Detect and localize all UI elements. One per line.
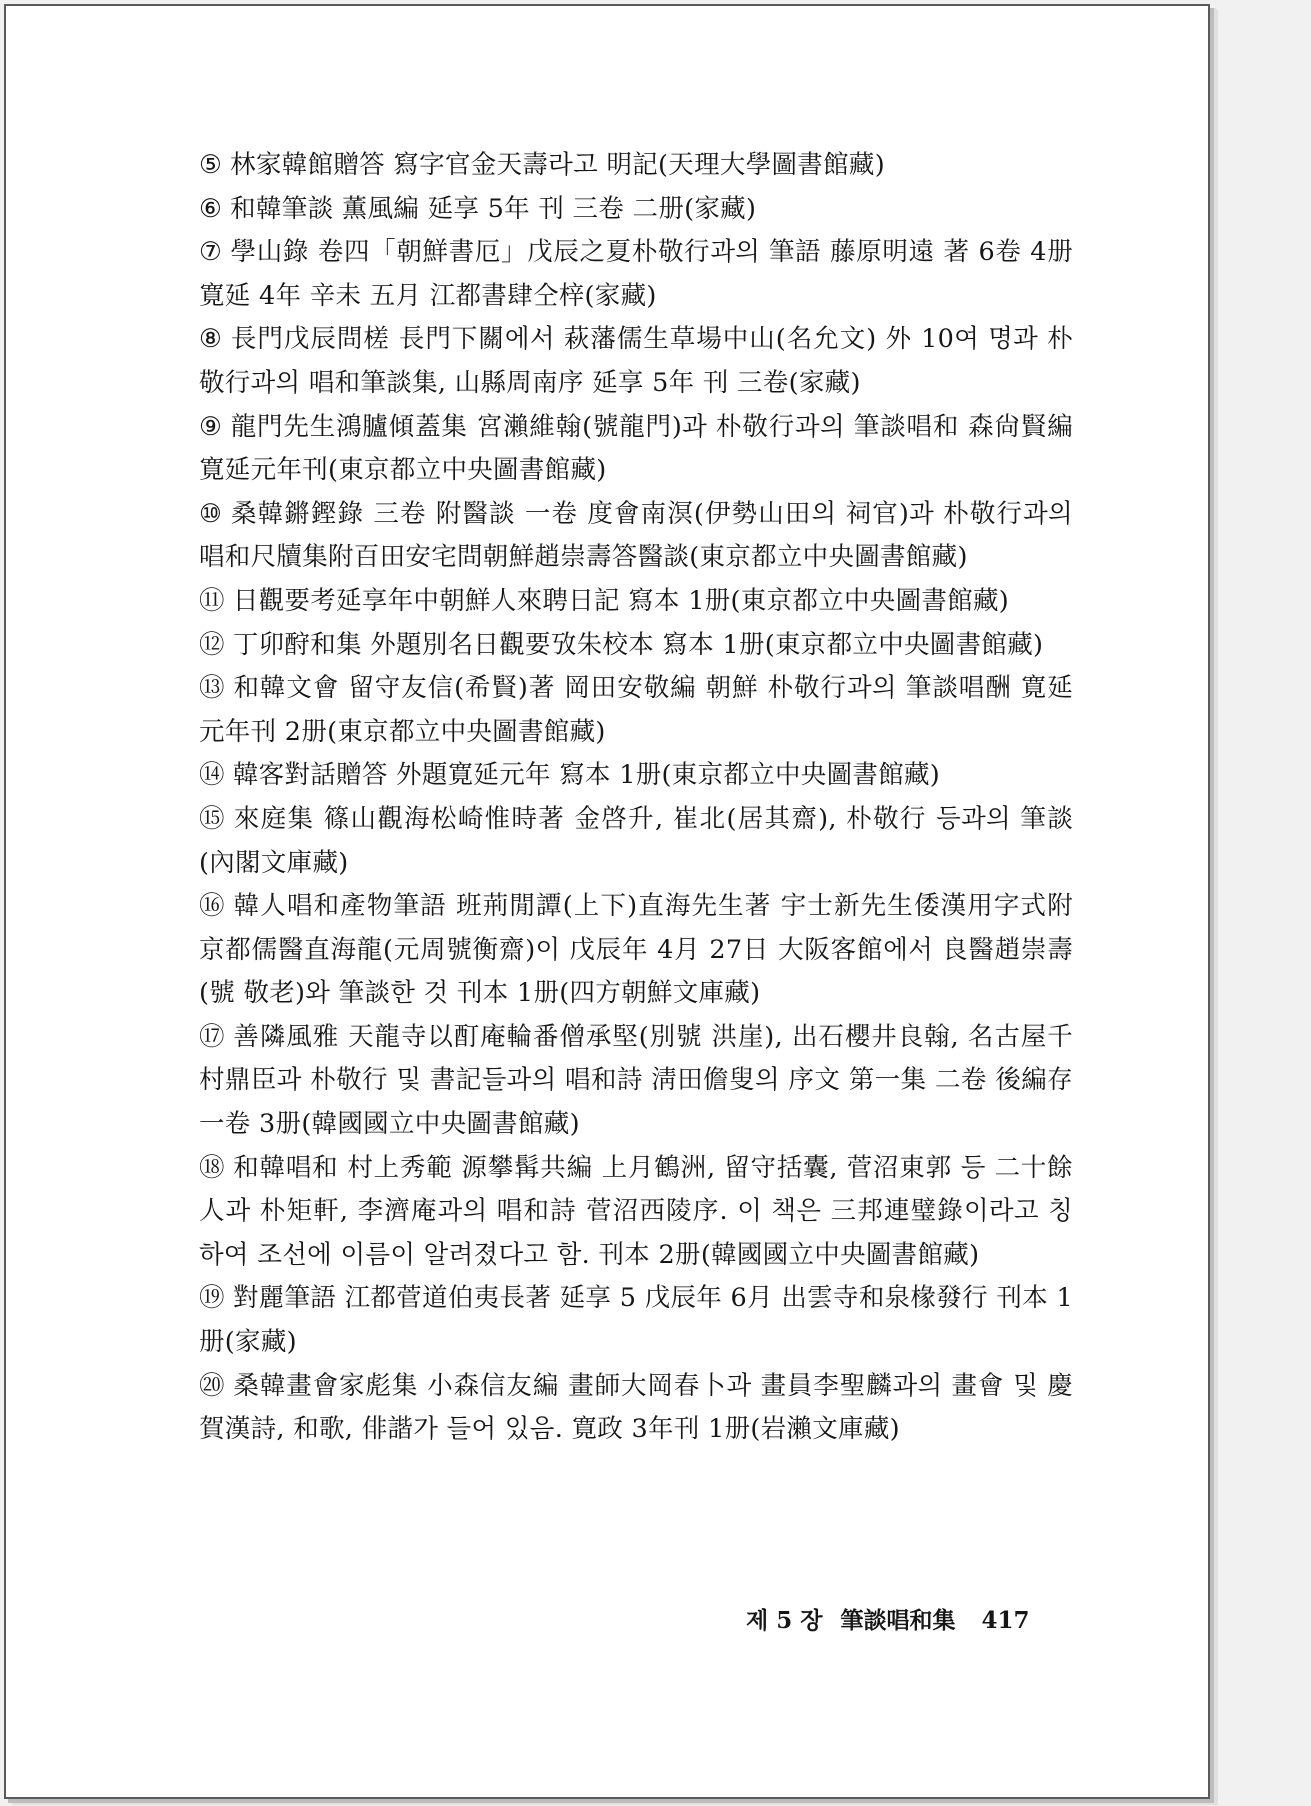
entry-number: ⑩ <box>199 498 223 529</box>
entry-number: ⑥ <box>199 193 223 224</box>
entry-text: 桑韓鏘鏗錄 三卷 附醫談 一卷 度會南溟(伊勢山田의 祠官)과 朴敬行과의 唱和尺牘集附百田安宅問朝鮮趙崇壽答醫談(東京都立中央圖書館藏) <box>199 498 1073 573</box>
entry-number: ⑳ <box>199 1370 225 1401</box>
entry-text: 學山錄 卷四「朝鮮書厄」戊辰之夏朴敬行과의 筆語 藤原明遠 著 6卷 4册 寛延 4年 辛未 五月 江都書肆仝梓(家藏) <box>199 237 1073 311</box>
chapter-label: 제 5 장 <box>746 1607 823 1634</box>
list-item <box>199 1365 1073 1452</box>
entry-number: ⑨ <box>199 411 223 442</box>
entry-number: ⑧ <box>199 324 223 355</box>
entry-number: ⑤ <box>199 150 223 180</box>
entry-text: 桑韓畫會家彪集 小森信友編 畫師大岡春卜과 畫員李聖麟과의 畫會 및 慶賀漢詩, 和歌, 俳諧가 들어 있음. 寛政 3年刊 1册(岩瀨文庫藏) <box>199 1370 1073 1445</box>
entry-number: ⑯ <box>199 891 225 922</box>
entry-number: ⑭ <box>199 760 225 791</box>
list-item <box>199 754 1073 798</box>
list-item <box>199 624 1073 668</box>
entry-text: 日觀要考延享年中朝鮮人來聘日記 寫本 1册(東京都立中央圖書館藏) <box>232 585 1010 616</box>
entry-number: ⑦ <box>199 237 223 268</box>
entry-number: ⑮ <box>199 803 225 834</box>
list-item <box>199 188 1073 232</box>
list-item <box>199 885 1073 1016</box>
entry-number: ⑱ <box>199 1152 225 1183</box>
entry-text: 和韓唱和 村上秀範 源攀髯共編 上月鶴洲, 留守括囊, 菅沼東郭 등 二十餘人과 朴矩軒, 李濟庵과의 唱和詩 菅沼西陵序. 이 책은 三邦連璧錄이라고 칭하여 조선에 이름이 알려졌다고 함. 刊本 2册(韓國國立中央圖書館藏) <box>199 1152 1073 1270</box>
list-item <box>199 1016 1073 1147</box>
list-item <box>199 580 1073 624</box>
entry-text: 和韓筆談 薫風編 延享 5年 刊 三卷 二册(家藏) <box>230 193 757 224</box>
entry-text: 林家韓館贈答 寫字官金天壽라고 明記(天理大學圖書館藏) <box>230 150 885 180</box>
list-item <box>199 667 1073 754</box>
list-item <box>199 231 1073 318</box>
entry-number: ⑰ <box>199 1021 225 1052</box>
list-item <box>199 493 1073 580</box>
entry-text: 長門戊辰問槎 長門下關에서 萩藩儒生草場中山(名允文) 外 10여 명과 朴敬行과의 唱和筆談集, 山縣周南序 延享 5年 刊 三卷(家藏) <box>199 324 1073 398</box>
entry-text: 龍門先生鴻臚傾蓋集 宮瀨維翰(號龍門)과 朴敬行과의 筆談唱和 森尙賢編 寛延元年刊(東京都立中央圖書館藏) <box>199 411 1073 486</box>
entry-text: 丁卯酧和集 外題別名日觀要攷朱校本 寫本 1册(東京都立中央圖書館藏) <box>232 629 1044 660</box>
chapter-title: 筆談唱和集 <box>840 1607 956 1634</box>
list-item <box>199 798 1073 885</box>
entry-text: 善隣風雅 天龍寺以酊庵輪番僧承堅(別號 洪崖), 出石櫻井良翰, 名古屋千村鼎臣과 朴敬行 및 書記들과의 唱和詩 淸田儋叟의 序文 第一集 二卷 後編存一卷 3册(韓國國立中央圖書館藏) <box>199 1021 1073 1140</box>
list-item <box>199 144 1073 188</box>
entry-number: ⑫ <box>199 629 225 660</box>
list-item <box>199 406 1073 493</box>
entry-number: ⑲ <box>199 1283 225 1314</box>
entry-text: 對麗筆語 江都菅道伯夷長著 延享 5 戊辰年 6月 出雲寺和泉椽發行 刊本 1册(家藏) <box>199 1283 1073 1358</box>
document-page <box>4 4 1210 1799</box>
page-footer <box>746 1602 1029 1635</box>
entry-text: 韓人唱和產物筆語 班荊閒譚(上下)直海先生著 宇士新先生倭漢用字式附 京都儒醫直海龍(元周號衡齋)이 戊辰年 4月 27日 大阪客館에서 良醫趙崇壽(號 敬老)와 筆談한 것 刊本 1册(四方朝鮮文庫藏) <box>199 891 1073 1009</box>
entry-list <box>199 144 1073 1452</box>
entry-text: 韓客對話贈答 外題寛延元年 寫本 1册(東京都立中央圖書館藏) <box>232 760 941 791</box>
entry-text: 來庭集 篠山觀海松崎惟時著 金啓升, 崔北(居其齋), 朴敬行 등과의 筆談(內閣文庫藏) <box>199 803 1073 878</box>
entry-text: 和韓文會 留守友信(希賢)著 岡田安敬編 朝鮮 朴敬行과의 筆談唱酬 寛延元年刊 2册(東京都立中央圖書館藏) <box>199 673 1073 747</box>
entry-number: ⑪ <box>199 585 225 616</box>
list-item <box>199 1147 1073 1278</box>
list-item <box>199 1277 1073 1364</box>
page-number: 417 <box>981 1607 1030 1634</box>
entry-number: ⑬ <box>199 673 225 704</box>
list-item <box>199 318 1073 405</box>
